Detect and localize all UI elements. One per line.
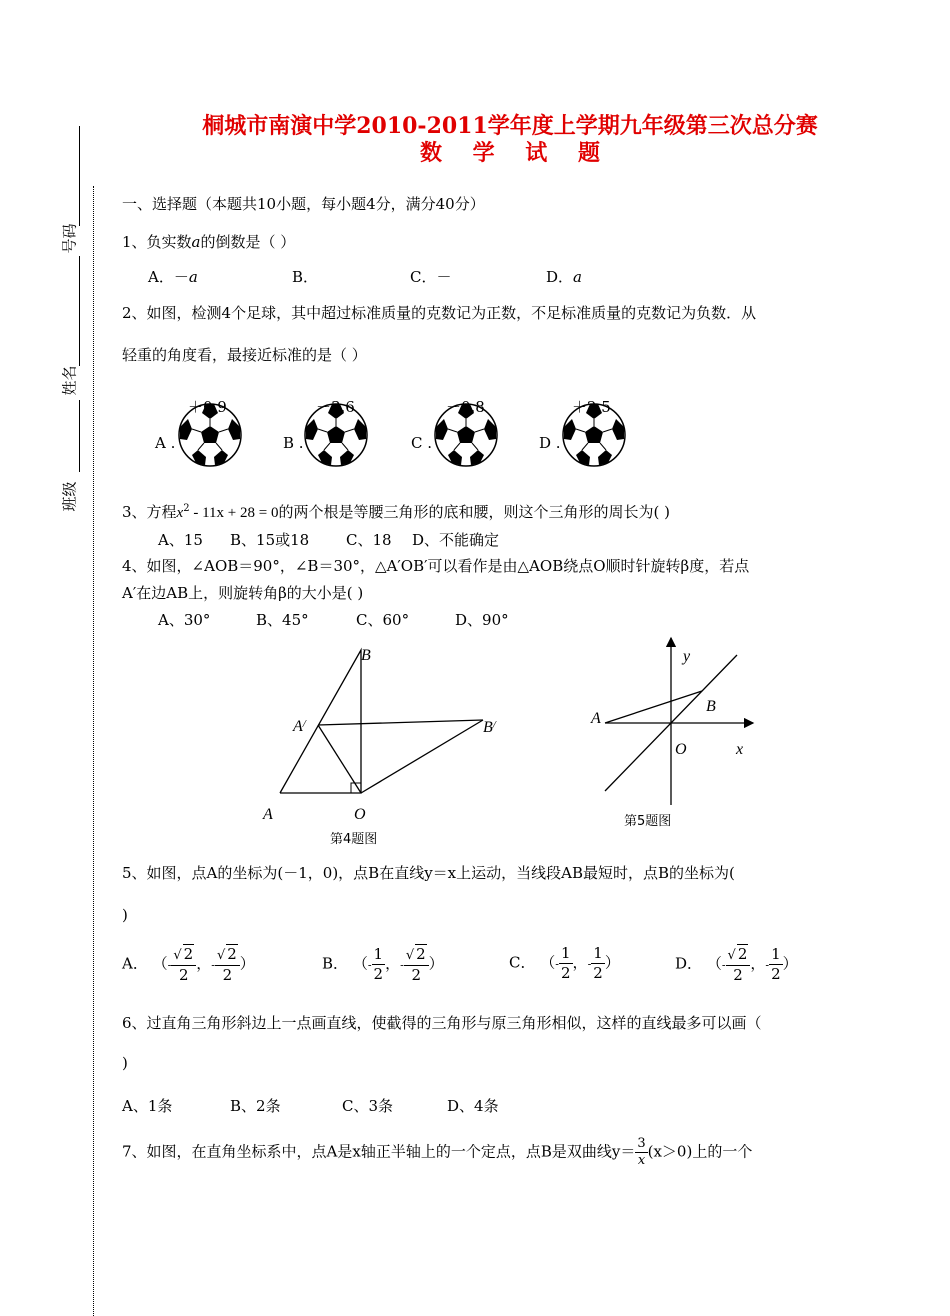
fig4-caption: 第4题图 bbox=[330, 832, 378, 847]
ball-a-label: A . bbox=[155, 434, 176, 452]
fig5-label-y: y bbox=[683, 648, 691, 665]
class-fill-line bbox=[79, 400, 80, 472]
question-2-line1: 2、如图，检测4个足球，其中超过标准质量的克数记为正数，不足标准质量的克数记为负数．从 bbox=[122, 304, 757, 322]
ball-c-value: －0.8 bbox=[446, 398, 485, 416]
figure-5 bbox=[590, 630, 770, 820]
q5-option-d: D． （- $\frac{√ 2}{2}$ ，- $\frac{1}{2}$ ） bbox=[675, 945, 798, 984]
ball-b-label: B . bbox=[283, 434, 304, 452]
q3-option-d: D、不能确定 bbox=[412, 531, 500, 549]
exam-subtitle: 数 学 试 题 bbox=[420, 140, 600, 166]
q5-option-b: B． （- $\frac{1}{2}$ ，- $\frac{√ 2}{2}$ ） bbox=[322, 945, 444, 984]
fig5-caption: 第5题图 bbox=[624, 814, 672, 829]
q6-option-d: D、4条 bbox=[447, 1097, 499, 1115]
q6-option-c: C、3条 bbox=[342, 1097, 394, 1115]
q6-option-a: A、1条 bbox=[122, 1097, 173, 1115]
q4-option-c: C、60° bbox=[356, 611, 410, 629]
question-6-line2: ) bbox=[122, 1054, 128, 1072]
fig4-label-o: O bbox=[354, 806, 366, 823]
q3-option-c: C、18 bbox=[346, 531, 392, 549]
fig5-label-o: O bbox=[675, 741, 687, 758]
q3-option-b: B、15或18 bbox=[230, 531, 310, 549]
q1-option-d: D．a bbox=[546, 268, 582, 286]
question-4-line1: 4、如图，∠AOB＝90°，∠B＝30°，△A′OB′可以看作是由△AOB绕点O顺时针旋转β度，若点 bbox=[122, 557, 750, 575]
exam-title: 桐城市南演中学2010-2011学年度上学期九年级第三次总分赛 bbox=[202, 113, 818, 139]
q1-option-c: C．－ bbox=[410, 268, 452, 286]
q5-option-c: C． （- $\frac{1}{2}$ ，- $\frac{1}{2}$ ） bbox=[509, 944, 620, 982]
fig4-label-a: A bbox=[263, 806, 273, 823]
q4-option-a: A、30° bbox=[158, 611, 211, 629]
name-label: 姓名 bbox=[60, 365, 79, 396]
fig4-label-b-prime: B/ bbox=[483, 719, 496, 736]
question-5-line1: 5、如图，点A的坐标为(－1，0)，点B在直线y＝x上运动，当线段AB最短时，点B的坐标为( bbox=[122, 864, 735, 882]
q3-option-a: A、15 bbox=[158, 531, 203, 549]
question-7: 7、如图，在直角坐标系中，点A是x轴正半轴上的一个定点，点B是双曲线y＝ $\frac{3}{x}$ (x＞0)上的一个 bbox=[122, 1136, 753, 1168]
fig4-o-b-prime bbox=[361, 720, 483, 793]
name-fill-line bbox=[79, 256, 80, 366]
q4-option-d: D、90° bbox=[455, 611, 509, 629]
fig5-segment-ab bbox=[605, 691, 702, 723]
fig4-label-b: B bbox=[361, 647, 371, 664]
ball-c-label: C . bbox=[411, 434, 433, 452]
fig5-label-x: x bbox=[736, 741, 744, 758]
ball-d-value: ＋2.5 bbox=[572, 398, 611, 416]
ball-d-label: D . bbox=[539, 434, 561, 452]
ball-a-value: ＋0.9 bbox=[188, 398, 227, 416]
q1-option-a: A．－a bbox=[148, 268, 198, 286]
number-fill-line bbox=[79, 126, 80, 226]
question-6-line1: 6、过直角三角形斜边上一点画直线，使截得的三角形与原三角形相似，这样的直线最多可以画（ bbox=[122, 1014, 762, 1032]
fig5-label-b: B bbox=[706, 698, 716, 715]
class-label: 班级 bbox=[60, 481, 79, 512]
question-3: 3、方程$x^2 - 11x + 28 = 0$的两个根是等腰三角形的底和腰，则这个三角形的周长为( ) bbox=[122, 503, 670, 521]
question-4-line2: A′在边AB上，则旋转角β的大小是( ) bbox=[122, 584, 364, 602]
q6-option-b: B、2条 bbox=[230, 1097, 281, 1115]
q4-option-b: B、45° bbox=[256, 611, 309, 629]
q1-option-b: B． bbox=[292, 268, 319, 286]
q5-option-a: A． （- $\frac{√ 2}{2}$ ，- $\frac{√ 2}{2}$ ） bbox=[122, 945, 255, 984]
fig4-label-a-prime: A/ bbox=[293, 718, 306, 735]
question-5-line2: ) bbox=[122, 906, 128, 924]
section-heading: 一、选择题（本题共10小题，每小题4分，满分40分） bbox=[122, 195, 485, 213]
binding-line-dotted bbox=[93, 186, 94, 1316]
question-1: 1、负实数a的倒数是（ ） bbox=[122, 233, 296, 251]
number-label: 号码 bbox=[60, 223, 79, 254]
question-2-line2: 轻重的角度看，最接近标准的是（ ） bbox=[122, 346, 367, 364]
fig4-a-prime-b-prime bbox=[318, 720, 483, 725]
fig5-label-a: A bbox=[591, 710, 601, 727]
ball-b-value: －3.6 bbox=[316, 398, 355, 416]
